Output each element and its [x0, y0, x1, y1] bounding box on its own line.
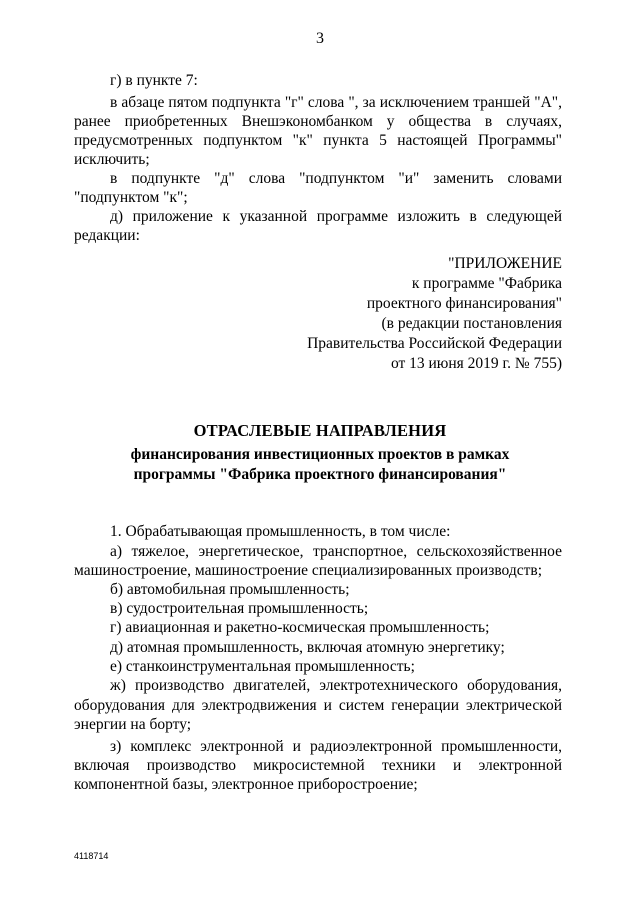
appendix-line-2: к программе "Фабрика — [411, 275, 562, 292]
item-z-line3: компонентной базы, электронное приборостроение; — [74, 776, 418, 793]
item-d: д) атомная промышленность, включая атомную энергетику; — [110, 639, 505, 656]
item-g: г) авиационная и ракетно-космическая промышленность; — [110, 619, 490, 636]
item-zh-line2: оборудования для электродвижения и систем генерации электрической — [74, 697, 562, 714]
amendment-g-para2-line2: "подпунктом "к"; — [74, 189, 188, 206]
item-a-line2: машиностроение, машиностроение специализированных производств; — [74, 562, 542, 579]
item-a-line1: а) тяжелое, энергетическое, транспортное, сельскохозяйственное — [110, 543, 562, 560]
page-number: 3 — [316, 30, 324, 47]
document-subtitle-line1: финансирования инвестиционных проектов в рамках — [130, 446, 510, 463]
item-1: 1. Обрабатывающая промышленность, в том числе: — [110, 523, 451, 540]
amendment-g-title: г) в пункте 7: — [110, 72, 198, 89]
amendment-d-line2: редакции: — [74, 227, 140, 244]
item-z-line2: включая производство микросистемной техники и электронной — [74, 757, 562, 774]
amendment-g-para2-line1: в подпункте "д" слова "подпунктом "и" заменить словами — [110, 170, 562, 187]
item-b: б) автомобильная промышленность; — [110, 581, 350, 598]
amendment-g-para1-line1: в абзаце пятом подпункта "г" слова ", за исключением траншей "А", — [110, 94, 562, 111]
appendix-line-5: Правительства Российской Федерации — [307, 335, 562, 352]
document-id: 4118714 — [74, 851, 109, 861]
item-v: в) судостроительная промышленность; — [110, 600, 369, 617]
appendix-line-6: от 13 июня 2019 г. № 755) — [390, 355, 562, 372]
appendix-line-4: (в редакции постановления — [381, 315, 562, 332]
item-zh-line1: ж) производство двигателей, электротехнического оборудования, — [110, 677, 562, 694]
item-zh-line3: энергии на борту; — [74, 716, 192, 733]
document-subtitle-line2: программы "Фабрика проектного финансирования" — [133, 466, 507, 483]
amendment-d-line1: д) приложение к указанной программе изложить в следующей — [110, 208, 562, 225]
amendment-g-para1-line4: исключить; — [74, 151, 150, 168]
appendix-line-3: проектного финансирования" — [366, 295, 562, 312]
appendix-line-1: "ПРИЛОЖЕНИЕ — [448, 255, 562, 272]
amendment-g-para1-line3: предусмотренных подпунктом "к" пункта 5 настоящей Программы" — [74, 132, 562, 149]
amendment-g-para1-line2: ранее приобретенных Внешэкономбанком у общества в случаях, — [74, 113, 562, 130]
document-title: ОТРАСЛЕВЫЕ НАПРАВЛЕНИЯ — [193, 421, 447, 440]
item-z-line1: з) комплекс электронной и радиоэлектронной промышленности, — [110, 738, 562, 755]
item-e: е) станкоинструментальная промышленность; — [110, 658, 415, 675]
